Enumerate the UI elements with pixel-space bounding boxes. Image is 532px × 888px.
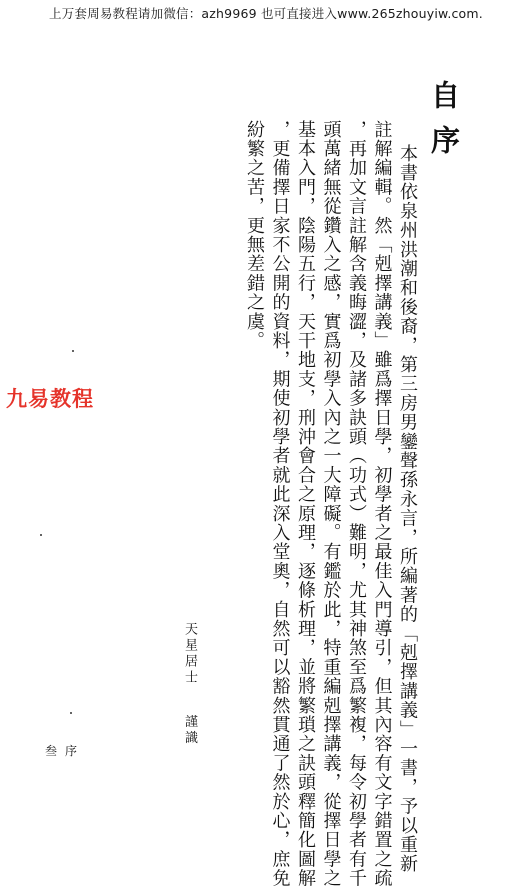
scan-speck	[40, 534, 42, 536]
page-number: 叁序	[45, 744, 86, 758]
text-column: 基本入門，陰陽五行，天干地支，刑沖會合之原理，逐條析理，並將繁瑣之訣頭釋簡化圖解	[295, 120, 316, 888]
watermark-logo: 九易教程	[6, 387, 94, 411]
preface-body	[242, 120, 421, 888]
top-banner: 上万套周易教程请加微信：azh9969 也可直接进入www.265zhouyiw.com.	[49, 6, 483, 21]
author-signature: 天星居士 謹識	[182, 622, 197, 747]
page-title: 自序	[427, 80, 461, 170]
text-column: 本書依泉州洪潮和後裔，第三房男鑾聲孫永言，所編著的「剋擇講義」一書，予以重新	[397, 144, 418, 874]
text-column: ，更備擇日家不公開的資料，期使初學者就此深入堂奧，自然可以豁然貫通了然於心，庶免	[269, 120, 291, 888]
scan-speck	[72, 350, 74, 352]
scan-speck	[70, 712, 72, 714]
text-column: 註解編輯。然「剋擇講義」雖爲擇日學，初學者之最佳入門導引，但其內容有文字錯置之疏	[371, 120, 393, 888]
text-column: 紛繁之苦，更無差錯之虞。	[244, 120, 265, 351]
text-column: 頭萬緒無從鑽入之感，實爲初學入內之一大障礙。有鑑於此，特重編剋擇講義，從擇日學之	[320, 120, 342, 888]
text-column: ，再加文言註解含義晦澀，及諸多訣頭（功式）難明，尤其神煞至爲繁複，每令初學者有千	[346, 120, 367, 888]
